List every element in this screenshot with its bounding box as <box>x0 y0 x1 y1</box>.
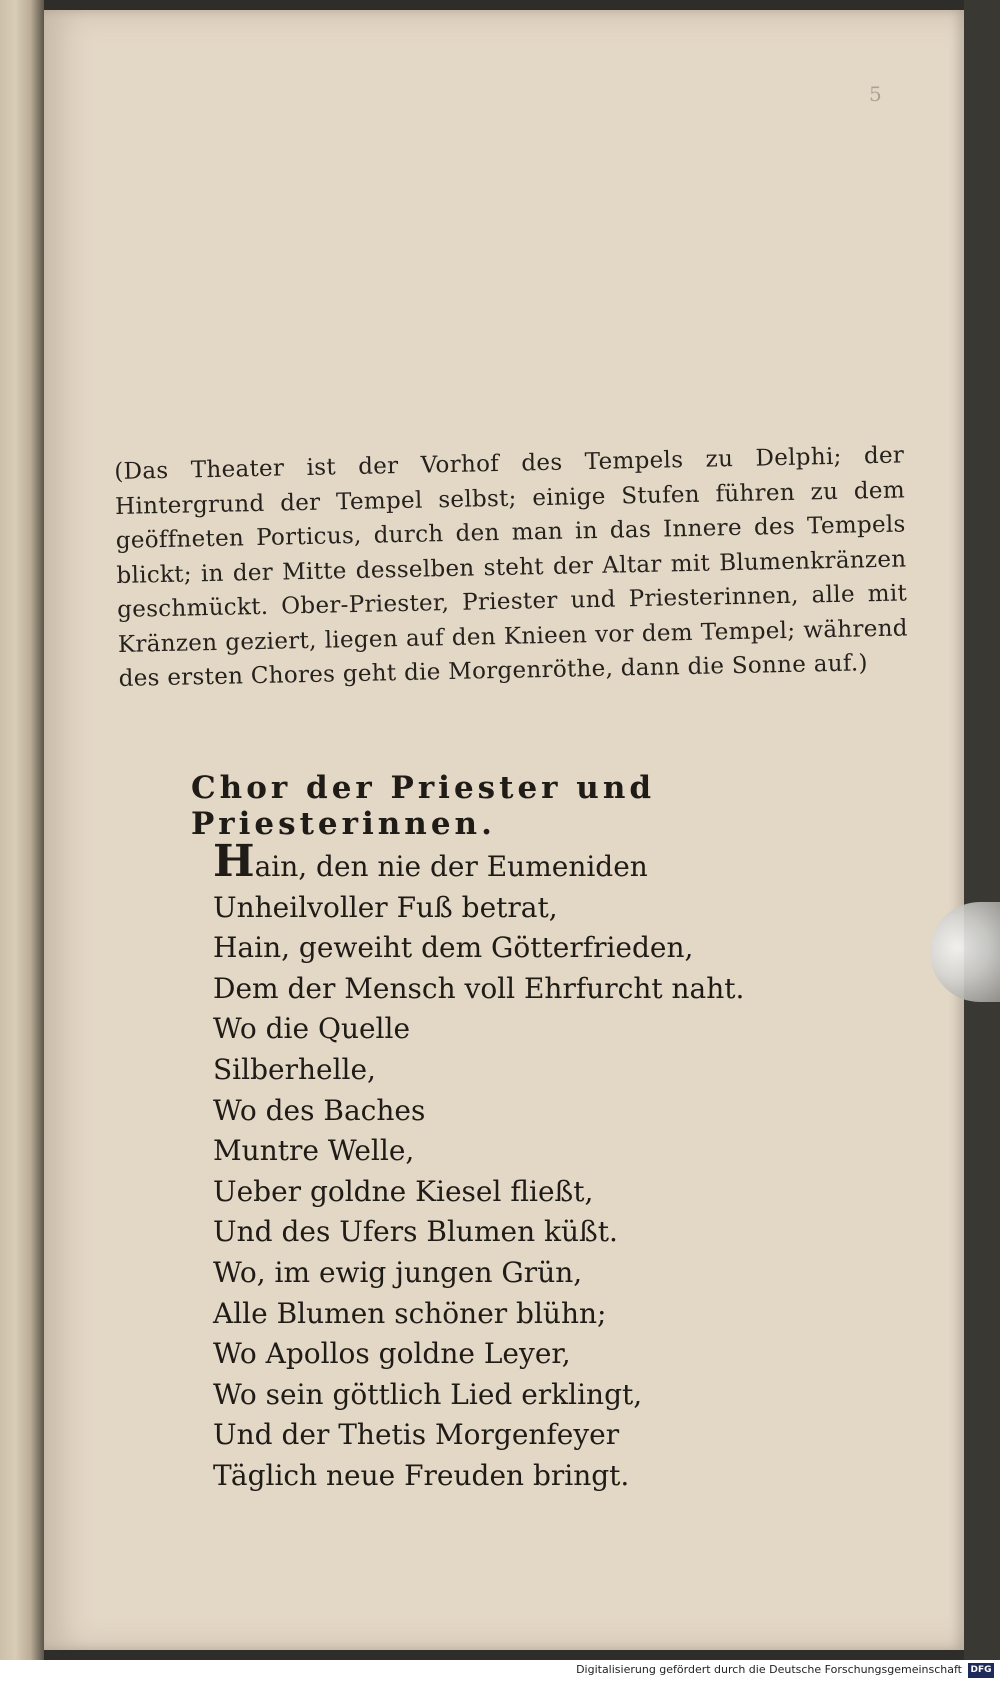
verse-line: Und der Thetis Morgenfeyer <box>213 1418 620 1452</box>
chorus-title: Chor der Priester und Priesterinnen. <box>191 770 656 842</box>
verse <box>213 836 773 1497</box>
verse-line: Und des Ufers Blumen küßt. <box>213 1215 618 1249</box>
verse-line: Silberhelle, <box>213 1052 376 1086</box>
verse-line: Hain, geweiht dem Götterfrieden, <box>213 931 694 965</box>
verse-line: Unheilvoller Fuß betrat, <box>213 890 558 924</box>
page-number: 5 <box>869 82 882 106</box>
verse-line: Wo Apollos goldne Leyer, <box>213 1337 571 1371</box>
verse-line: Dem der Mensch voll Ehrfurcht naht. <box>213 971 745 1005</box>
verse-initial: H <box>213 836 255 887</box>
verse-line: Wo die Quelle <box>213 1012 411 1046</box>
verse-line: Wo, im ewig jungen Grün, <box>213 1255 583 1289</box>
footer-bar <box>0 1660 1000 1682</box>
book-edge <box>0 0 44 1660</box>
verse-line: Alle Blumen schöner blühn; <box>213 1296 607 1330</box>
verse-line: Wo sein göttlich Lied erklingt, <box>213 1377 643 1411</box>
verse-line: Wo des Baches <box>213 1093 426 1127</box>
verse-line: Täglich neue Freuden bringt. <box>213 1458 630 1492</box>
funding-notice: Digitalisierung gefördert durch die Deutsche Forschungsgemeinschaft <box>576 1663 962 1676</box>
verse-line: Ueber goldne Kiesel fließt, <box>213 1174 594 1208</box>
stage-direction: (Das Theater ist der Vorhof des Tempels zu Delphi; der Hintergrund der Tempel selbst; einige Stufen führen zu dem geöffneten Porticus, durch den man in das Innere des Tempels blickt; in der Mitte desselben steht der Altar mit Blumenkränzen geschmückt. Ober-Priester, Priester und Priesterinnen, alle mit Kränzen geziert, liegen auf den Knieen vor dem Tempel; während des ersten Chores geht die Morgenröthe, dann die Sonne auf.) <box>114 442 909 692</box>
verse-line <box>213 836 773 888</box>
book-spine-shadow <box>964 0 1000 1660</box>
verse-line-text: ain, den nie der Eumeniden <box>254 850 648 883</box>
dfg-logo: DFG <box>968 1663 994 1678</box>
verse-line: Muntre Welle, <box>213 1134 415 1168</box>
